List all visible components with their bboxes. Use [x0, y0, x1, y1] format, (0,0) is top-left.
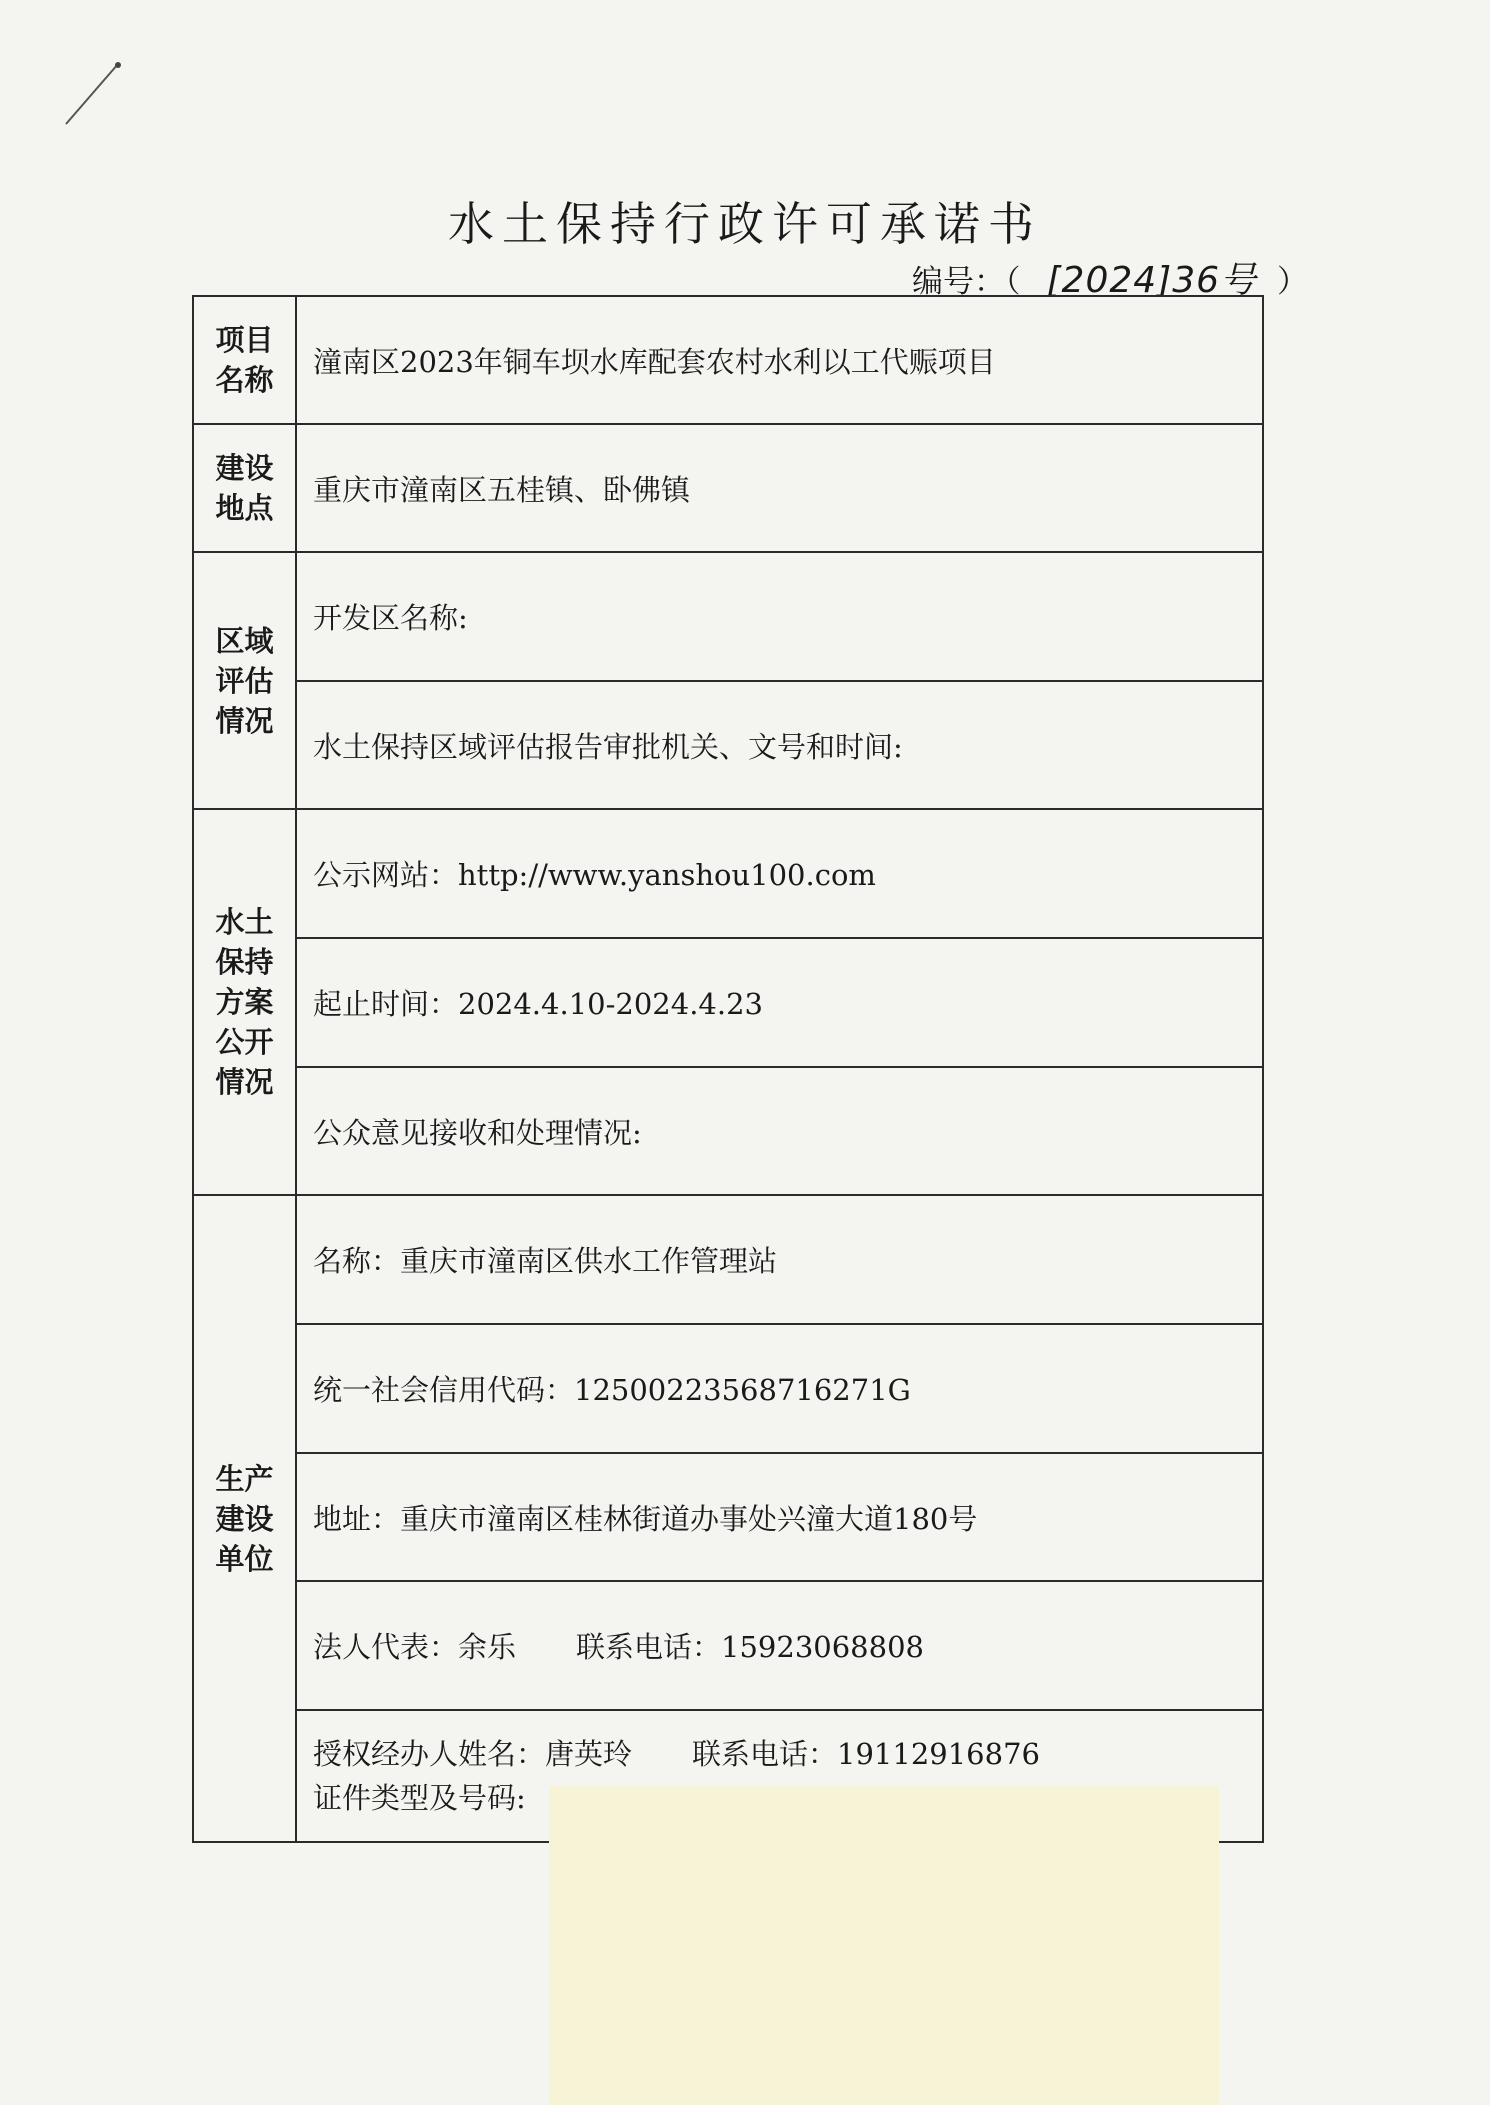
value-website: 公示网站：http://www.yanshou100.com [296, 809, 1263, 938]
value-public-opinion: 公众意见接收和处理情况: [296, 1067, 1263, 1195]
label-plan-disclosure: 水土保持方案公开情况 [193, 809, 296, 1195]
legal-rep: 法人代表：余乐 [313, 1630, 517, 1664]
row-public-opinion [193, 1067, 1263, 1195]
row-website [193, 809, 1263, 938]
row-unit-name [193, 1195, 1263, 1324]
sticky-note-redaction [549, 1786, 1219, 2105]
row-credit-code [193, 1324, 1263, 1453]
value-dev-zone: 开发区名称: [296, 552, 1263, 681]
value-credit-code: 统一社会信用代码：12500223568716271G [296, 1324, 1263, 1453]
commitment-form-table [192, 295, 1264, 1843]
row-dev-zone [193, 552, 1263, 681]
agent-name: 授权经办人姓名：唐英玲 [313, 1737, 633, 1771]
number-close: ） [1277, 264, 1309, 300]
row-project-name [193, 296, 1263, 424]
label-construction-unit: 生产建设单位 [193, 1195, 296, 1842]
legal-phone: 联系电话：15923068808 [576, 1630, 924, 1664]
document-title: 水土保持行政许可承诺书 [448, 197, 1042, 251]
row-address [193, 1453, 1263, 1581]
value-legal-rep-cell [296, 1581, 1263, 1710]
row-assessment-approval [193, 681, 1263, 809]
row-location [193, 424, 1263, 552]
label-project-name: 项目名称 [193, 296, 296, 424]
label-regional-assessment: 区域评估情况 [193, 552, 296, 809]
value-period: 起止时间：2024.4.10-2024.4.23 [296, 938, 1263, 1067]
value-unit-name: 名称：重庆市潼南区供水工作管理站 [296, 1195, 1263, 1324]
number-handwritten: [2024]36号 [1046, 260, 1258, 301]
row-legal-rep [193, 1581, 1263, 1710]
label-location: 建设地点 [193, 424, 296, 552]
value-address: 地址：重庆市潼南区桂林街道办事处兴潼大道180号 [296, 1453, 1263, 1581]
value-assessment-approval: 水土保持区域评估报告审批机关、文号和时间: [296, 681, 1263, 809]
id-type: 证件类型及号码: [313, 1781, 526, 1815]
row-period [193, 938, 1263, 1067]
pencil-stroke-mark [60, 60, 130, 130]
value-project-name: 潼南区2023年铜车坝水库配套农村水利以工代赈项目 [296, 296, 1263, 424]
agent-phone: 联系电话：19112916876 [692, 1737, 1040, 1771]
number-label: 编号：（ [912, 264, 1021, 300]
value-location: 重庆市潼南区五桂镇、卧佛镇 [296, 424, 1263, 552]
